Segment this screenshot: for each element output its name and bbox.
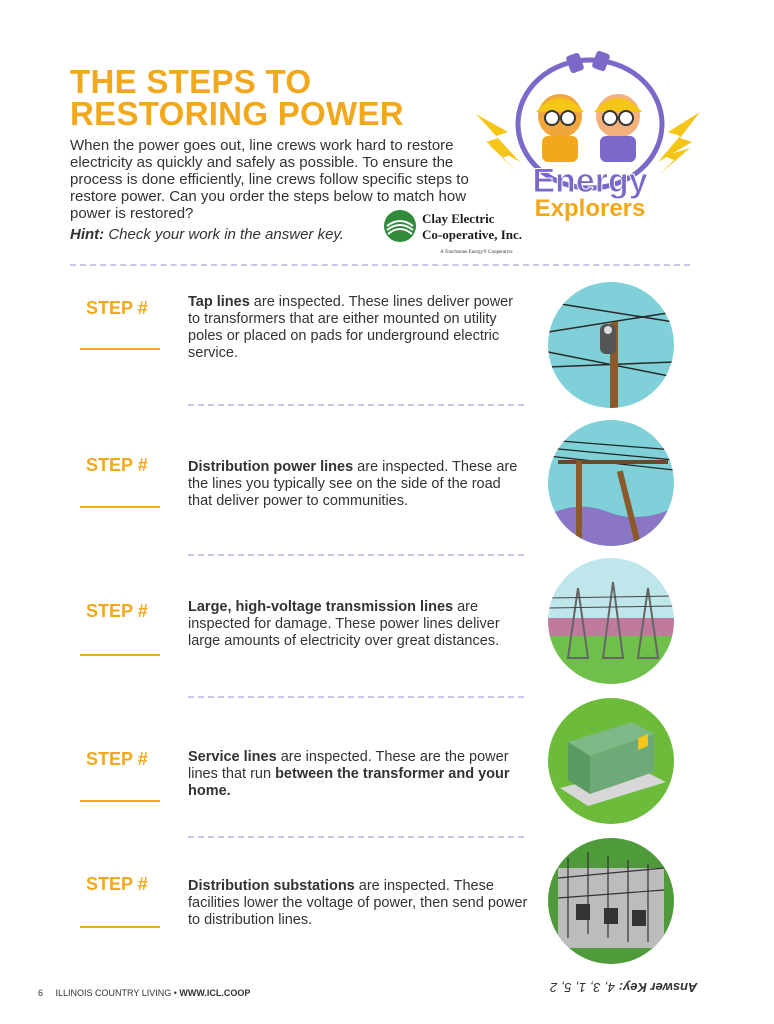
step-2-answer-blank[interactable] [80,506,160,508]
step-4-label: STEP # [86,749,148,769]
divider-3 [188,696,524,698]
step-3-text [188,599,528,650]
step-1-bold: Tap lines [188,294,250,310]
intro-paragraph: When the power goes out, line crews work hard to restore electricity as quickly and safely as possible. To ensure the process is done efficiently, line crews follow specific steps to restore power. Can you order the steps below to match how power is restored? [70,137,469,222]
energy-explorers-logo [468,44,713,224]
step-4-body: are inspected. These are the power lines that run [188,749,509,782]
step-1-body: are inspected. These lines deliver power to transformers that are either mounted on utility poles or placed on pads for underground electric service. [188,294,514,361]
answer-key-label: Answer Key: [618,980,698,995]
step-4-bold-2: between the transformer and your home. [188,766,510,799]
top-divider [70,264,690,266]
step-1-text [188,294,528,362]
step-3-label: STEP # [86,601,148,621]
divider-4 [188,836,524,838]
substation-illustration [548,838,674,964]
step-2-text [188,459,528,510]
step-3-body: are inspected for damage. These power lines deliver large amounts of electricity over great distances. [188,599,500,649]
step-4-answer-blank[interactable] [80,800,160,802]
hint-label: Hint: [70,226,105,243]
title-line-1: THE STEPS TO [70,63,312,100]
step-4-text [188,749,528,800]
step-1-answer-blank[interactable] [80,348,160,350]
step-5-label: STEP # [86,874,148,894]
kid-left-body [542,136,578,162]
clay-line-1: Clay Electric [422,211,495,226]
answer-key-value: 4, 3, 1, 5, 2 [550,980,616,995]
step-2-body: are inspected. These are the lines you typically see on the side of the road that deliver power to communities. [188,459,518,509]
tap-lines-illustration [548,282,674,408]
divider-1 [188,404,524,406]
divider-2 [188,554,524,556]
page-number: 6 [38,988,44,998]
transmission-towers-illustration [548,558,674,684]
clay-line-2: Co-operative, Inc. [422,227,523,242]
step-5-text [188,878,528,929]
clay-electric-logo [384,208,524,258]
transformer-box-illustration [548,698,674,824]
step-5-answer-blank[interactable] [80,926,160,928]
logo-energy-text: Energy [532,162,648,200]
clay-tagline: A Touchstone Energy® Cooperative [440,250,513,255]
distribution-lines-illustration [548,420,674,546]
logo-explorers-text: Explorers [534,195,646,222]
step-2-bold: Distribution power lines [188,459,354,475]
step-3-answer-blank[interactable] [80,654,160,656]
page-title [70,63,404,132]
lightning-bolt-left-icon [476,114,520,162]
publication-name: ILLINOIS COUNTRY LIVING [55,988,172,998]
step-5-bold: Distribution substations [188,878,355,894]
step-4-bold: Service lines [188,749,277,765]
hint-text: Check your work in the answer key. [108,226,344,243]
title-line-2: RESTORING POWER [70,95,404,132]
kid-right-body [600,136,636,162]
footer [38,988,250,998]
step-5-body: are inspected. These facilities lower the voltage of power, then send power to distribution lines. [188,878,528,928]
hint [70,226,344,243]
footer-url[interactable]: WWW.ICL.COOP [179,988,251,998]
step-2-label: STEP # [86,455,148,475]
step-1-label: STEP # [86,298,148,318]
footer-bullet: • [173,988,177,998]
answer-key [550,980,697,995]
step-3-bold: Large, high-voltage transmission lines [188,599,454,615]
